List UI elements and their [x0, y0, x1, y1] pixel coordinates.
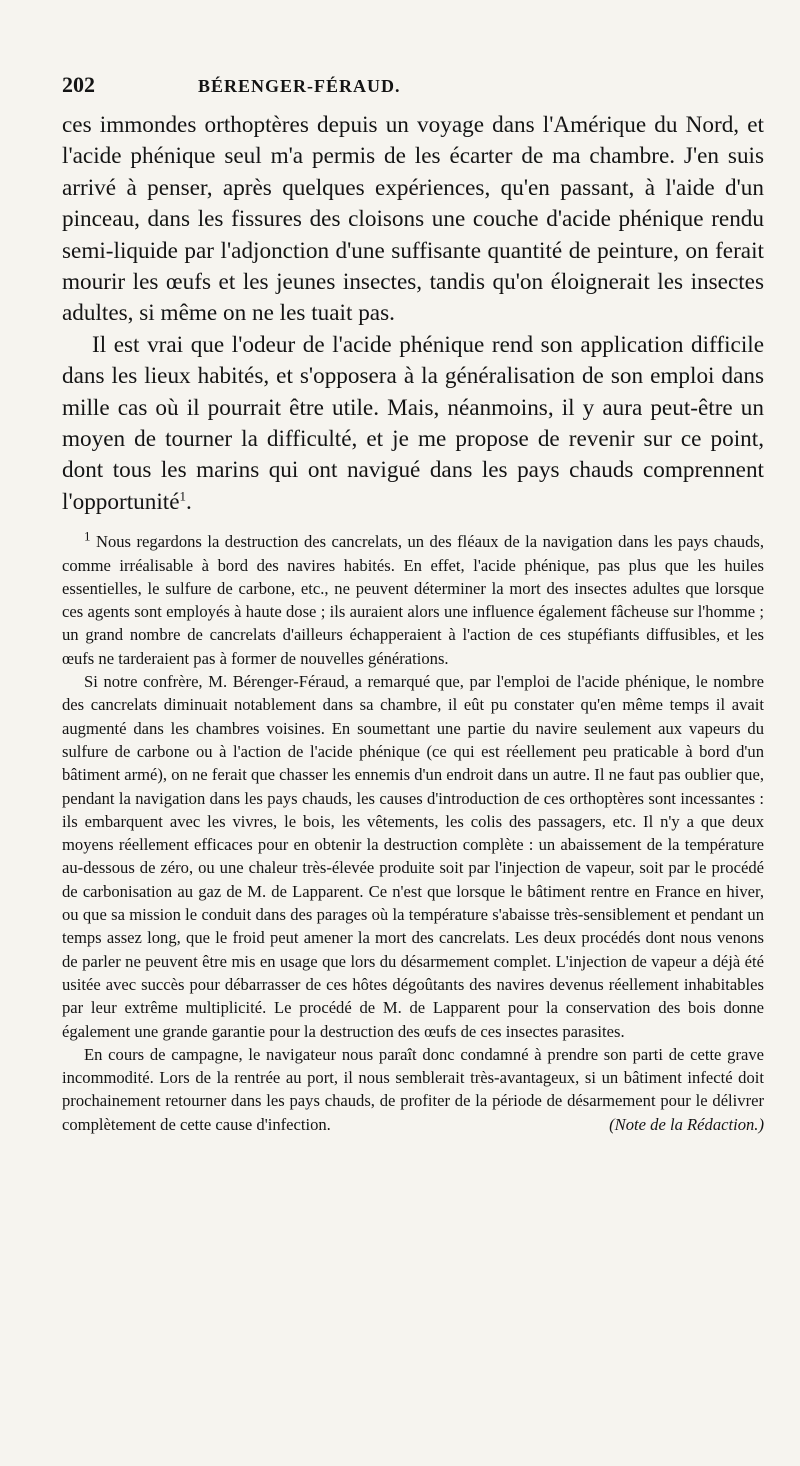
- footnote-2: Si notre confrère, M. Bérenger-Féraud, a remarqué que, par l'emploi de l'acide phénique, le nombre des cancrelats diminuait notablement dans sa chambre, il eût pu constater qu'en même temps il avait augmenté dans les chambres voisines. En soumettant une partie du navire seulement aux vapeurs du sulfure de carbone ou à l'action de l'acide phénique (ce qui est réellement peu praticable à bord d'un bâtiment armé), on ne ferait que chasser les ennemis d'un endroit dans un autre. Il ne faut pas oublier que, pendant la navigation dans les pays chauds, les causes d'introduction de ces orthoptères sont incessantes : ils embarquent avec les vivres, le bois, les vêtements, les colis des passagers, etc. Il n'y a que deux moyens réellement efficaces pour en obtenir la destruction complète : un abaissement de la température au-dessous de zéro, ou une chaleur très-élevée produite soit par l'injection de vapeur, soit par le procédé de carbonisation au gaz de M. de Lapparent. Ce n'est que lorsque le bâtiment rentre en France en hiver, ou que sa mission le conduit dans des parages où la température s'abaisse très-sensiblement et pendant un temps assez long, que le froid peut amener la mort des cancrelats. Les deux procédés dont nous venons de parler ne peuvent être mis en usage que lors du désarmement complet. L'injection de vapeur a déjà été usitée avec succès pour débarrasser de ces hôtes dégoûtants des navires devenus réellement inhabitables par leur extrême multiplicité. Le procédé de M. de Lapparent pour la conservation des bois donne également une grande garantie pour la destruction des œufs de ces insectes parasites.: [62, 672, 764, 1041]
- page-header: [62, 72, 764, 106]
- footnote-1: [62, 530, 764, 670]
- paragraph-1: ces immondes orthoptères depuis un voyage dans l'Amérique du Nord, et l'acide phénique seul m'a permis de les écarter de ma chambre. J'en suis arrivé à penser, après quelques expériences, qu'en passant, à l'aide d'un pinceau, dans les fissures des cloisons une couche d'acide phénique rendu semi-liquide par l'adjonction d'une suffisante quantité de peinture, on ferait mourir les œufs et les jeunes insectes, tandis qu'on éloignerait les insectes adultes, si même on ne les tuait pas.: [62, 112, 764, 327]
- paragraph-2-end: .: [186, 488, 192, 515]
- footnotes: [62, 530, 764, 1136]
- document-page: [62, 72, 764, 1136]
- footnote-3: [62, 1043, 764, 1136]
- paragraph-2-text: Il est vrai que l'odeur de l'acide phénique rend son application difficile dans les lieux habités, et s'opposera à la généralisation de son emploi dans mille cas où il pourrait être utile. Mais, néanmoins, il y aura peut-être un moyen de tourner la difficulté, et je me propose de revenir sur ce point, dont tous les marins qui ont navigué dans les pays chauds comprennent l'opportunité: [62, 331, 764, 515]
- footnote-3-text: En cours de campagne, le navigateur nous paraît donc condamné à prendre son parti de cette grave incommodité. Lors de la rentrée au port, il nous semblerait très-avantageux, si un bâtiment infecté doit prochainement retourner dans les pays chauds, de profiter de la période de désarmement pour le délivrer complètement de cette cause d'infection.: [62, 1044, 764, 1134]
- paragraph-2: [62, 330, 764, 518]
- editorial-signature: (Note de la Rédaction.): [609, 1114, 764, 1134]
- running-title: BÉRENGER-FÉRAUD.: [198, 76, 401, 96]
- footnote-1-mark: 1: [84, 528, 91, 544]
- footnote-reference: 1: [179, 488, 187, 504]
- footnote-1-text: Nous regardons la destruction des cancrelats, un des fléaux de la navigation dans les pays chauds, comme irréalisable à bord des navires habités. En effet, l'acide phénique, pas plus que les huiles essentielles, le sulfure de carbone, etc., ne peuvent déterminer la mort des insectes adultes que lorsque ces agents sont employés à haute dose ; ils auraient alors une influence également fâcheuse sur l'homme ; un grand nombre de cancrelats d'ailleurs échapperaient à l'action de ces stupéfiants diffusibles, et les œufs ne tarderaient pas à former de nouvelles générations.: [62, 532, 764, 668]
- main-text: [62, 110, 764, 518]
- page-number: 202: [62, 72, 95, 97]
